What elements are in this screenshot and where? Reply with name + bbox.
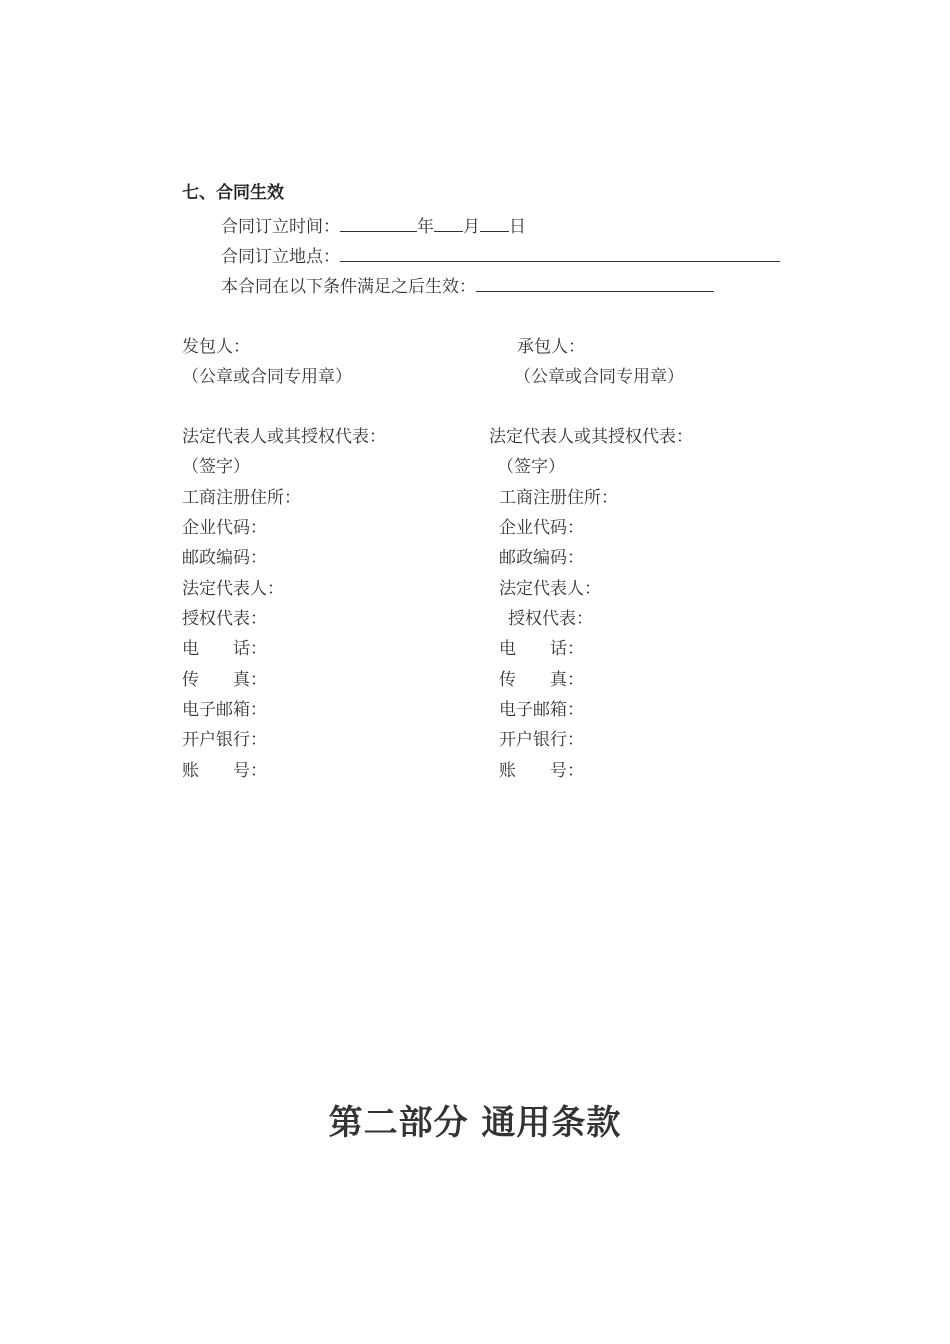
contractor-seal: （公章或合同专用章） bbox=[514, 367, 684, 387]
contractor-field: 电 话： bbox=[499, 639, 584, 659]
month-blank[interactable] bbox=[434, 215, 463, 232]
contractor-rep: 法定代表人或其授权代表： bbox=[489, 427, 693, 447]
place-blank[interactable] bbox=[340, 245, 780, 262]
employer-field: 电子邮箱： bbox=[182, 700, 267, 720]
signing-time-label: 合同订立时间： bbox=[221, 217, 340, 237]
employer-field: 企业代码： bbox=[182, 518, 267, 538]
part-two-title: 第二部分 通用条款 bbox=[328, 1103, 622, 1143]
signing-place-label: 合同订立地点： bbox=[221, 247, 340, 267]
employer-field: 邮政编码： bbox=[182, 548, 267, 568]
contractor-field: 邮政编码： bbox=[499, 548, 584, 568]
condition-blank[interactable] bbox=[476, 275, 714, 292]
contractor-field: 企业代码： bbox=[499, 518, 584, 538]
employer-field: 开户银行： bbox=[182, 730, 267, 750]
contractor-field: 账 号： bbox=[499, 761, 584, 781]
contractor-field: 开户银行： bbox=[499, 730, 584, 750]
signing-place-line bbox=[221, 245, 780, 267]
contractor-field: 传 真： bbox=[499, 670, 584, 690]
signing-time-line bbox=[221, 215, 526, 237]
section-heading: 七、合同生效 bbox=[182, 183, 284, 203]
month-label: 月 bbox=[463, 217, 480, 237]
employer-sign: （签字） bbox=[182, 457, 250, 477]
day-label: 日 bbox=[509, 217, 526, 237]
employer-field: 工商注册住所： bbox=[182, 488, 301, 508]
employer-field: 账 号： bbox=[182, 761, 267, 781]
contractor-title: 承包人： bbox=[517, 337, 585, 357]
employer-title: 发包人： bbox=[182, 337, 250, 357]
employer-rep: 法定代表人或其授权代表： bbox=[182, 427, 386, 447]
effective-condition-line bbox=[221, 275, 714, 297]
contractor-sign: （签字） bbox=[497, 457, 565, 477]
day-blank[interactable] bbox=[480, 215, 509, 232]
year-blank[interactable] bbox=[340, 215, 417, 232]
employer-field: 法定代表人： bbox=[182, 579, 284, 599]
employer-field: 电 话： bbox=[182, 639, 267, 659]
contractor-field: 法定代表人： bbox=[499, 579, 601, 599]
employer-field: 授权代表： bbox=[182, 609, 267, 629]
employer-seal: （公章或合同专用章） bbox=[182, 367, 352, 387]
contractor-field: 电子邮箱： bbox=[499, 700, 584, 720]
year-label: 年 bbox=[417, 217, 434, 237]
effective-condition-label: 本合同在以下条件满足之后生效： bbox=[221, 277, 476, 297]
employer-field: 传 真： bbox=[182, 670, 267, 690]
contractor-field: 工商注册住所： bbox=[499, 488, 618, 508]
contractor-field: 授权代表： bbox=[508, 609, 593, 629]
